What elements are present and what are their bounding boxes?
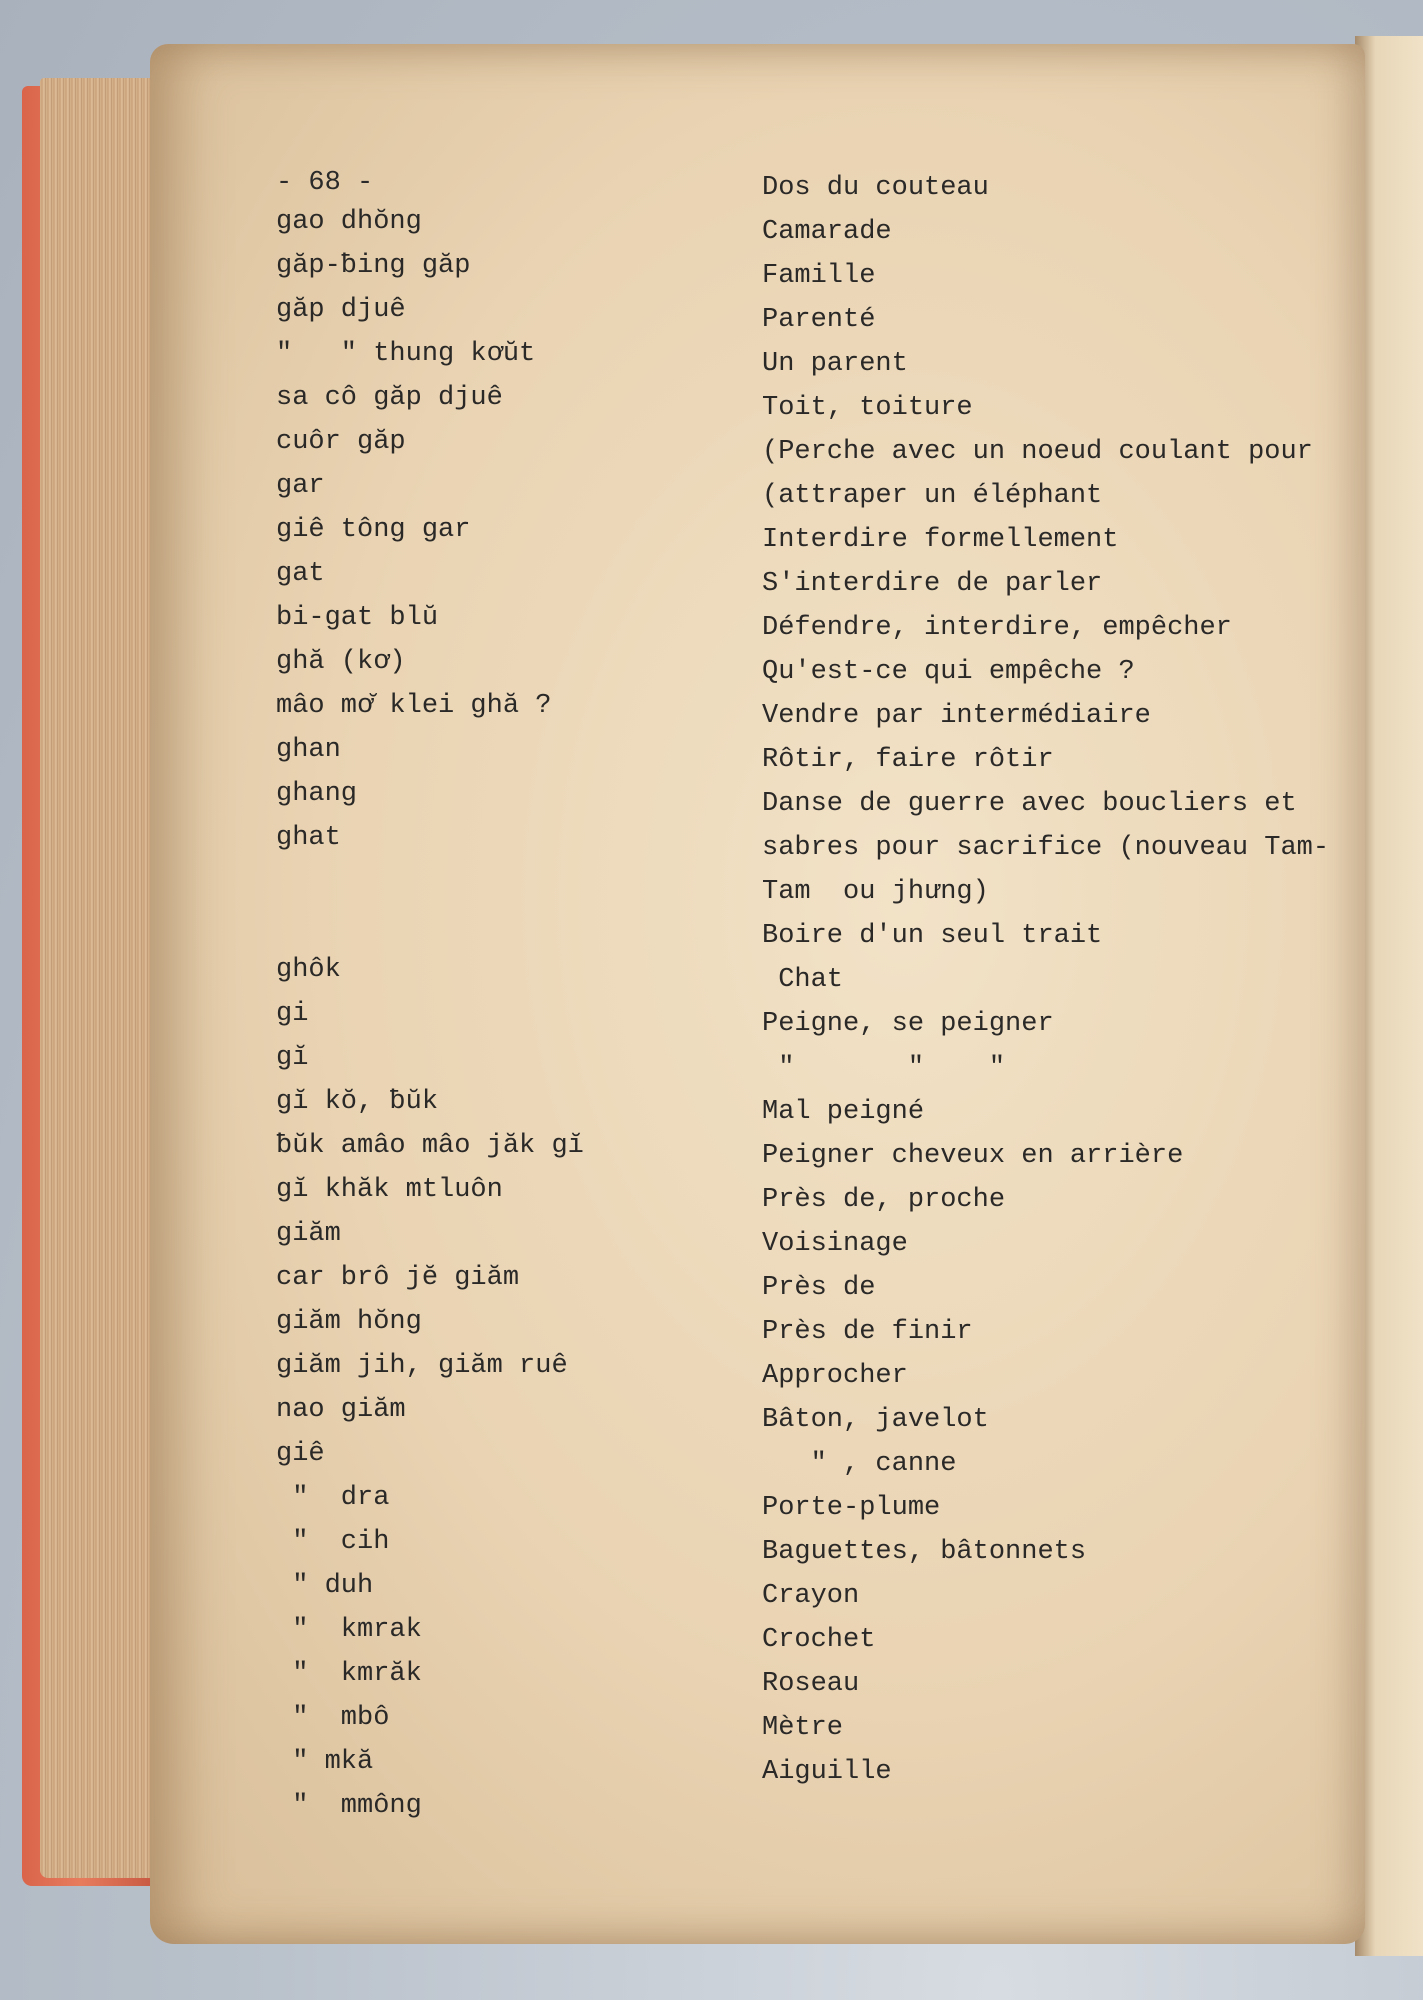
translation-entry: Rôtir, faire rôtir <box>762 745 1054 775</box>
term-entry: ghă (kơ) <box>276 647 406 677</box>
term-entry: gĭ khăk mtluôn <box>276 1175 503 1205</box>
translation-entry: Qu'est-ce qui empêche ? <box>762 657 1135 687</box>
term-entry: gat <box>276 559 325 589</box>
term-entry: găp-ƀing găp <box>276 251 471 281</box>
translation-entry: Aiguille <box>762 1757 892 1787</box>
translation-entry: Tam ou jhưng) <box>762 877 989 907</box>
term-entry: " dra <box>276 1483 390 1513</box>
translation-entry: Camarade <box>762 217 892 247</box>
term-entry: giê <box>276 1439 325 1469</box>
term-entry: " kmrăk <box>276 1659 422 1689</box>
translation-entry: Dos du couteau <box>762 173 989 203</box>
translation-entry: Famille <box>762 261 876 291</box>
translation-entry: Roseau <box>762 1669 860 1699</box>
translation-entry: Voisinage <box>762 1229 908 1259</box>
translation-entry: Chat <box>762 965 844 995</box>
term-entry: ghan <box>276 735 341 765</box>
term-entry: giăm jih, giăm ruê <box>276 1351 568 1381</box>
term-entry: " cih <box>276 1527 390 1557</box>
term-entry: car brô jĕ giăm <box>276 1263 520 1293</box>
translation-entry: (attraper un éléphant <box>762 481 1103 511</box>
term-entry: gao dhŏng <box>276 207 422 237</box>
translation-entry: Défendre, interdire, empêcher <box>762 613 1232 643</box>
translation-entry: Boire d'un seul trait <box>762 921 1103 951</box>
term-entry <box>276 860 584 904</box>
translation-entry: " " " <box>762 1053 1006 1083</box>
term-entry: gi <box>276 999 309 1029</box>
translation-entry: Près de, proche <box>762 1185 1006 1215</box>
term-entry: cuôr găp <box>276 427 406 457</box>
french-translations-column <box>762 166 1329 1794</box>
translation-entry: Crayon <box>762 1581 860 1611</box>
term-entry: gar <box>276 471 325 501</box>
translation-entry: Interdire formellement <box>762 525 1119 555</box>
translation-entry: Baguettes, bâtonnets <box>762 1537 1087 1567</box>
translation-entry: Vendre par intermédiaire <box>762 701 1151 731</box>
term-entry: ghôk <box>276 955 341 985</box>
translation-entry: Peigne, se peigner <box>762 1009 1054 1039</box>
translation-entry: " , canne <box>762 1449 957 1479</box>
term-entry: gĭ kŏ, ƀŭk <box>276 1087 439 1117</box>
vietnamese-terms-column <box>276 200 584 1828</box>
term-entry: " " thung kơŭt <box>276 339 536 369</box>
term-entry: sa cô găp djuê <box>276 383 503 413</box>
translation-entry: Porte-plume <box>762 1493 941 1523</box>
term-entry: " mkă <box>276 1747 374 1777</box>
term-entry: nao giăm <box>276 1395 406 1425</box>
term-entry: ƀŭk amâo mâo jăk gĭ <box>276 1131 584 1161</box>
term-entry: gĭ <box>276 1043 309 1073</box>
translation-entry: Approcher <box>762 1361 908 1391</box>
term-entry: giê tông gar <box>276 515 471 545</box>
translation-entry: Bâton, javelot <box>762 1405 989 1435</box>
term-entry: găp djuê <box>276 295 406 325</box>
translation-entry: sabres pour sacrifice (nouveau Tam- <box>762 833 1330 863</box>
translation-entry: Crochet <box>762 1625 876 1655</box>
translation-entry: Peigner cheveux en arrière <box>762 1141 1184 1171</box>
term-entry: " duh <box>276 1571 374 1601</box>
term-entry: giăm hŏng <box>276 1307 422 1337</box>
translation-entry: Parenté <box>762 305 876 335</box>
term-entry: " mmông <box>276 1791 422 1821</box>
term-entry: bi-gat blŭ <box>276 603 439 633</box>
term-entry: giăm <box>276 1219 341 1249</box>
term-entry: " mbô <box>276 1703 390 1733</box>
translation-entry: (Perche avec un noeud coulant pour <box>762 437 1313 467</box>
term-entry: " kmrak <box>276 1615 422 1645</box>
term-entry: ghat <box>276 823 341 853</box>
term-entry: mâo mơ̆ klei ghă ? <box>276 691 552 721</box>
translation-entry: S'interdire de parler <box>762 569 1103 599</box>
translation-entry: Près de finir <box>762 1317 973 1347</box>
translation-entry: Danse de guerre avec boucliers et <box>762 789 1297 819</box>
facing-page-edge <box>1355 36 1423 1956</box>
term-entry <box>276 904 584 948</box>
translation-entry: Mal peigné <box>762 1097 925 1127</box>
translation-entry: Un parent <box>762 349 908 379</box>
translation-entry: Mètre <box>762 1713 844 1743</box>
translation-entry: Toit, toiture <box>762 393 973 423</box>
page-number: - 68 - <box>276 168 374 198</box>
translation-entry: Près de <box>762 1273 876 1303</box>
term-entry: ghang <box>276 779 358 809</box>
